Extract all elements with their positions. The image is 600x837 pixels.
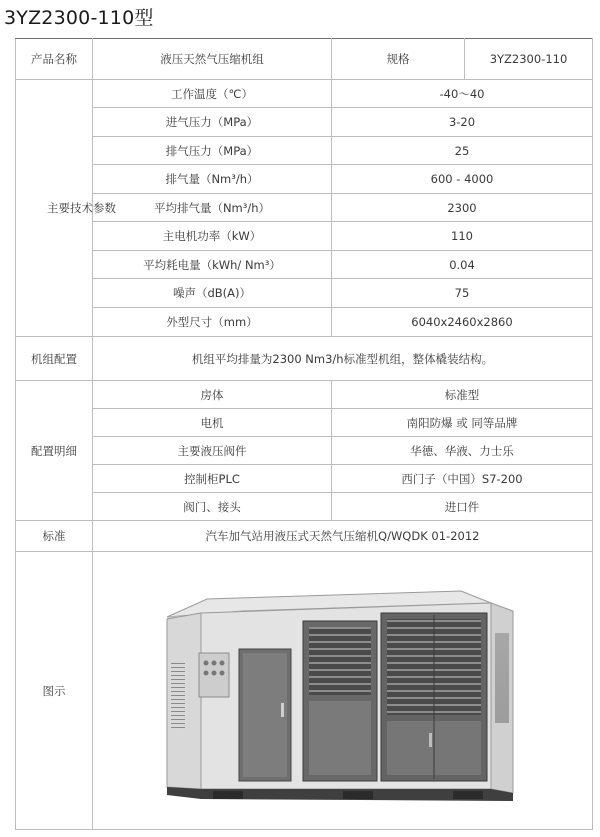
tech-param-value: 3-20 <box>332 108 593 137</box>
tech-param-value: 600 - 4000 <box>332 165 593 194</box>
tech-param-value: 25 <box>332 137 593 165</box>
tech-row <box>16 165 593 194</box>
detail-row <box>16 409 593 437</box>
tech-group-text: 主要技术参数 <box>47 200 116 215</box>
product-name-label: 产品名称 <box>16 39 93 80</box>
tech-param-label: 平均耗电量（kWh/ Nm³） <box>93 251 332 279</box>
detail-item-value: 标准型 <box>332 381 593 409</box>
tech-row <box>16 251 593 279</box>
detail-item-label: 控制柜PLC <box>93 465 332 493</box>
product-name-row <box>16 39 593 80</box>
tech-param-value: 0.04 <box>332 251 593 279</box>
tech-param-label: 平均排气量（Nm³/h） <box>93 194 332 222</box>
figure-container <box>93 553 592 829</box>
tech-row <box>16 222 593 251</box>
tech-param-label: 工作温度（℃） <box>93 80 332 108</box>
tech-param-value: 75 <box>332 279 593 308</box>
spec-value: 3YZ2300-110 <box>465 39 593 80</box>
standard-row <box>16 521 593 552</box>
tech-row <box>16 308 593 337</box>
spec-table <box>15 38 593 830</box>
detail-row <box>16 381 593 409</box>
standard-value: 汽车加气站用液压式天然气压缩机Q/WQDK 01-2012 <box>93 521 593 552</box>
tech-param-label: 噪声（dB(A)） <box>93 279 332 308</box>
tech-param-label: 主电机功率（kW） <box>93 222 332 251</box>
tech-row <box>16 279 593 308</box>
detail-item-value: 华德、华液、力士乐 <box>332 437 593 465</box>
tech-param-label: 排气量（Nm³/h） <box>93 165 332 194</box>
tech-param-label: 进气压力（MPa） <box>93 108 332 137</box>
tech-group-label <box>16 80 116 337</box>
tech-row <box>16 80 593 108</box>
spec-label: 规格 <box>332 39 465 80</box>
tech-param-value: 110 <box>332 222 593 251</box>
tech-row <box>16 137 593 165</box>
figure-row <box>16 552 593 830</box>
product-name-value: 液压天然气压缩机组 <box>93 39 332 80</box>
detail-item-label: 阀门、接头 <box>93 493 332 521</box>
detail-item-value: 西门子（中国）S7-200 <box>332 465 593 493</box>
detail-row <box>16 493 593 521</box>
detail-item-label: 房体 <box>93 381 332 409</box>
tech-param-label: 外型尺寸（mm） <box>93 308 332 337</box>
config-value: 机组平均排量为2300 Nm3/h标准型机组，整体橇装结构。 <box>93 337 593 381</box>
tech-param-label: 排气压力（MPa） <box>93 137 332 165</box>
detail-item-value: 进口件 <box>332 493 593 521</box>
tech-row <box>16 108 593 137</box>
detail-item-label: 主要液压阀件 <box>93 437 332 465</box>
tech-param-value: 6040x2460x2860 <box>332 308 593 337</box>
tech-param-value: 2300 <box>332 194 593 222</box>
detail-row <box>16 465 593 493</box>
figure-label: 图示 <box>16 552 93 830</box>
detail-item-value: 南阳防爆 或 同等品牌 <box>332 409 593 437</box>
compressor-unit-image <box>93 553 592 829</box>
tech-param-value: -40～40 <box>332 80 593 108</box>
standard-label: 标准 <box>16 521 93 552</box>
detail-row <box>16 437 593 465</box>
config-label: 机组配置 <box>16 337 93 381</box>
detail-item-label: 电机 <box>93 409 332 437</box>
config-row <box>16 337 593 381</box>
figure-cell <box>93 552 593 830</box>
page-title: 3YZ2300-110型 <box>4 7 154 29</box>
details-label: 配置明细 <box>16 381 93 521</box>
